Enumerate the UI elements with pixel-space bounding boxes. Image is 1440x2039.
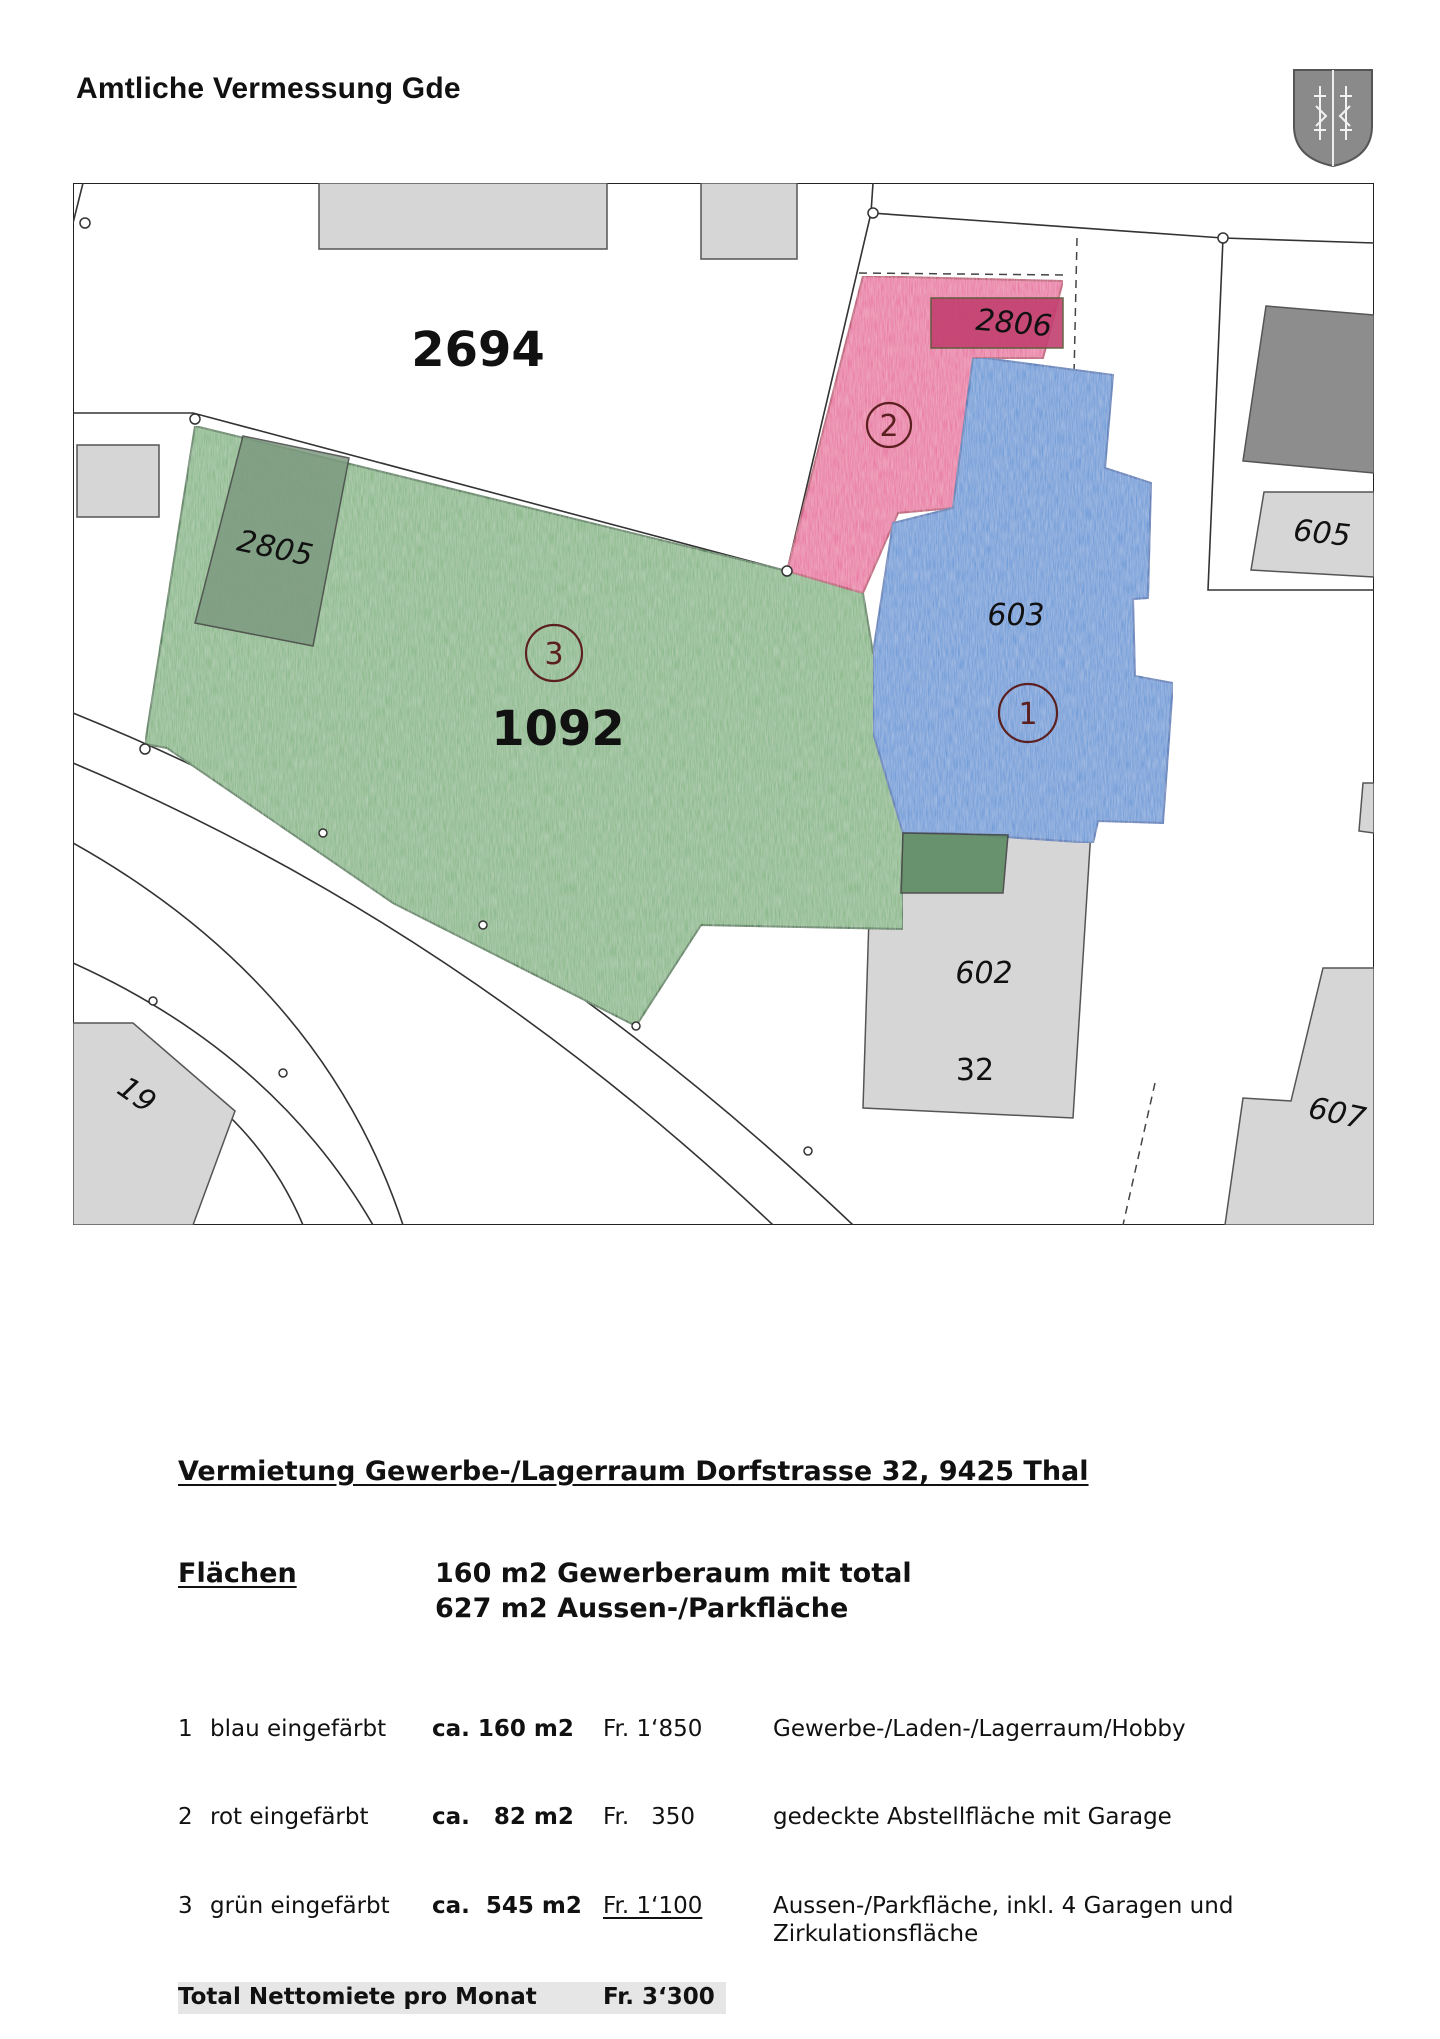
garage-strip [901,833,1008,893]
page-title: Amtliche Vermessung Gde [76,72,461,105]
municipal-coat-of-arms-icon [1290,66,1376,170]
parcel-2694-label: 2694 [411,322,545,378]
row-area: ca. 160 m2 [432,1716,574,1742]
row-price: Fr. 350 [603,1804,696,1830]
row-number: 1 [178,1716,193,1742]
parcel-2805-label: 2805 [233,523,316,574]
listing-title: Vermietung Gewerbe-/Lagerraum Dorfstrasse 32, 9425 Thal [178,1456,1089,1487]
cadastral-map [73,183,1374,1225]
parcel-19-label: 19 [110,1069,163,1121]
parcel-605-label: 605 [1291,513,1353,554]
marker-1-label: 1 [1018,697,1038,732]
dark-buildings [1243,306,1374,473]
areas-line-2: 627 m2 Aussen-/Parkfläche [435,1593,849,1624]
total-value: Fr. 3‘300 [603,1984,715,2010]
row-area: ca. 545 m2 [432,1893,582,1919]
marker-3-label: 3 [544,637,564,672]
marker-2-label: 2 [879,409,899,444]
row-description: Gewerbe-/Laden-/Lagerraum/Hobby [773,1716,1186,1742]
row-price: Fr. 1‘850 [603,1716,703,1742]
row-number: 2 [178,1804,193,1830]
total-row [178,1982,726,2014]
total-label: Total Nettomiete pro Monat [178,1984,537,2010]
row-description: Aussen-/Parkfläche, inkl. 4 Garagen und [773,1893,1234,1919]
cadastral-map-canvas [73,183,1374,1225]
row-color: rot eingefärbt [210,1804,369,1830]
row-price: Fr. 1‘100 [603,1893,703,1919]
house-number-32-label: 32 [955,1053,995,1088]
parcel-602-label: 602 [955,956,1013,991]
row-color: grün eingefärbt [210,1893,390,1919]
parcel-603-label: 603 [987,598,1045,633]
areas-label: Flächen [178,1558,297,1589]
row-color: blau eingefärbt [210,1716,387,1742]
parcel-1092-label: 1092 [491,701,625,757]
parcel-607-label: 607 [1305,1090,1369,1137]
areas-line-1: 160 m2 Gewerberaum mit total [435,1558,912,1589]
row-number: 3 [178,1893,193,1919]
parcel-2806-label: 2806 [974,302,1054,345]
row-area: ca. 82 m2 [432,1804,574,1830]
row-description: gedeckte Abstellfläche mit Garage [773,1804,1172,1830]
row-description-line-2: Zirkulationsfläche [773,1921,979,1947]
